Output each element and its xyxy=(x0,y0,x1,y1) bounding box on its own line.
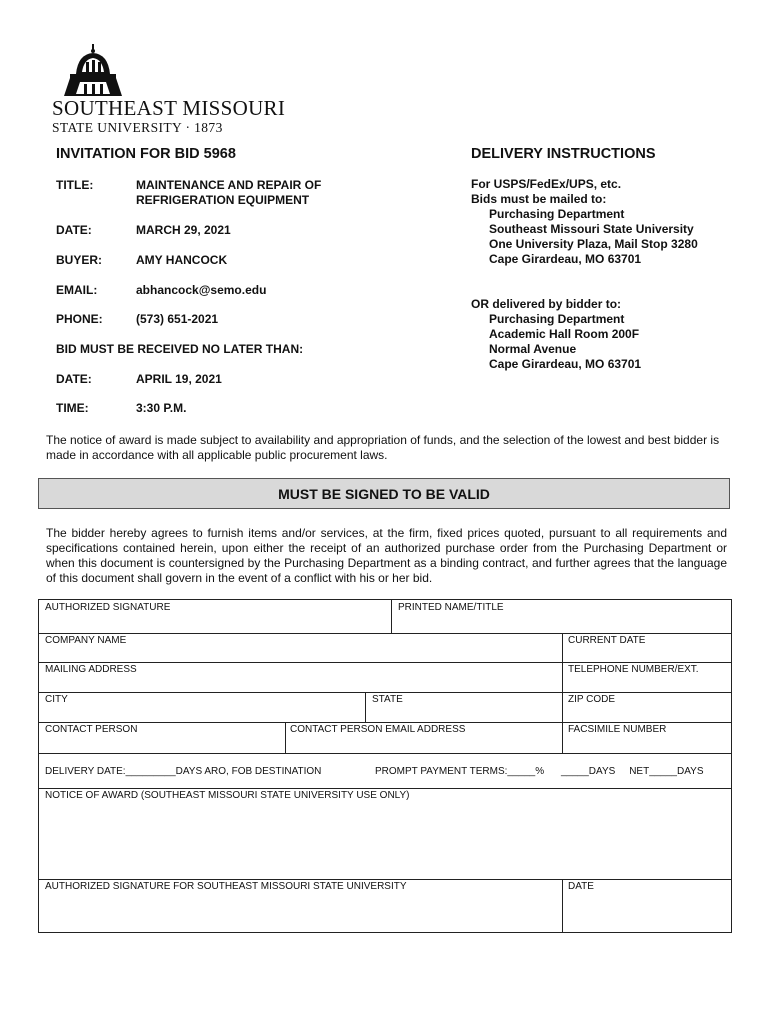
buyer-value: AMY HANCOCK xyxy=(136,253,228,267)
invitation-title: INVITATION FOR BID 5968 xyxy=(56,146,236,162)
payment-terms-field[interactable]: PROMPT PAYMENT TERMS:_____% xyxy=(375,766,545,777)
mail-line-1: For USPS/FedEx/UPS, etc. xyxy=(471,177,622,191)
title-value-line-2: REFRIGERATION EQUIPMENT xyxy=(136,193,310,207)
current-date-field[interactable]: CURRENT DATE xyxy=(568,635,646,646)
hand-address-line: Academic Hall Room 200F xyxy=(489,327,640,341)
phone-value: (573) 651-2021 xyxy=(136,312,219,326)
contact-email-field[interactable]: CONTACT PERSON EMAIL ADDRESS xyxy=(290,724,466,735)
zip-code-field[interactable]: ZIP CODE xyxy=(568,694,616,705)
university-logo xyxy=(52,44,286,136)
title-label: TITLE: xyxy=(56,178,94,192)
logo-line-1: SOUTHEAST MISSOURI xyxy=(52,96,286,120)
printed-name-field[interactable]: PRINTED NAME/TITLE xyxy=(398,602,504,613)
state-field[interactable]: STATE xyxy=(372,694,403,705)
days-net-field[interactable]: _____DAYS NET_____DAYS xyxy=(561,766,704,777)
email-value[interactable]: abhancock@semo.edu xyxy=(136,283,267,297)
telephone-field[interactable]: TELEPHONE NUMBER/EXT. xyxy=(568,664,699,675)
semo-signature-field[interactable]: AUTHORIZED SIGNATURE FOR SOUTHEAST MISSOURI STATE UNIVERSITY xyxy=(45,881,407,892)
delivery-instructions xyxy=(471,177,698,372)
notice-of-award-field[interactable]: NOTICE OF AWARD (SOUTHEAST MISSOURI STATE UNIVERSITY USE ONLY) xyxy=(45,790,410,801)
dome-building-icon xyxy=(62,44,124,98)
buyer-label: BUYER: xyxy=(56,253,103,267)
mail-address-line: One University Plaza, Mail Stop 3280 xyxy=(489,237,698,251)
date-label: DATE: xyxy=(56,223,92,237)
hand-delivery-line: OR delivered by bidder to: xyxy=(471,297,622,311)
fax-field[interactable]: FACSIMILE NUMBER xyxy=(568,724,667,735)
mail-line-2: Bids must be mailed to: xyxy=(471,192,607,206)
due-time-value: 3:30 P.M. xyxy=(136,401,187,415)
mail-address-line: Cape Girardeau, MO 63701 xyxy=(489,252,642,266)
delivery-date-field[interactable]: DELIVERY DATE:_________DAYS ARO, FOB DESTINATION xyxy=(45,766,322,777)
title-value-line-1: MAINTENANCE AND REPAIR OF xyxy=(136,178,322,192)
email-label: EMAIL: xyxy=(56,283,98,297)
due-date-value: APRIL 19, 2021 xyxy=(136,372,222,386)
award-notice: The notice of award is made subject to availability and appropriation of funds, and the selection of the lowest and best bidder is made in accordance with all applicable public procurement laws. xyxy=(46,433,720,462)
contact-person-field[interactable]: CONTACT PERSON xyxy=(45,724,138,735)
hand-address-line: Purchasing Department xyxy=(489,312,625,326)
mailing-address-field[interactable]: MAILING ADDRESS xyxy=(45,664,137,675)
semo-date-field[interactable]: DATE xyxy=(568,881,594,892)
hand-address-line: Normal Avenue xyxy=(489,342,577,356)
signature-form xyxy=(38,599,732,933)
mail-address-line: Purchasing Department xyxy=(489,207,625,221)
hand-address-line: Cape Girardeau, MO 63701 xyxy=(489,357,642,371)
deadline-heading: BID MUST BE RECEIVED NO LATER THAN: xyxy=(56,342,304,356)
agreement-text: The bidder hereby agrees to furnish items and/or services, at the firm, fixed prices quoted, pursuant to all requirements and specifications contained herein, upon either the receipt of an authorized purchase order from the Purchasing Department or when this document is countersigned by the Purchasing Department as a binding contract, and further agrees that the language of this document shall govern in the event of a conflict with his or her bid. xyxy=(46,526,727,585)
date-value: MARCH 29, 2021 xyxy=(136,223,231,237)
due-date-label: DATE: xyxy=(56,372,92,386)
due-time-label: TIME: xyxy=(56,401,89,415)
logo-line-2: STATE UNIVERSITY · 1873 xyxy=(52,120,223,135)
must-be-signed-banner: MUST BE SIGNED TO BE VALID xyxy=(38,478,730,509)
delivery-instructions-title: DELIVERY INSTRUCTIONS xyxy=(471,146,656,162)
authorized-signature-field[interactable]: AUTHORIZED SIGNATURE xyxy=(45,602,171,613)
company-name-field[interactable]: COMPANY NAME xyxy=(45,635,127,646)
phone-label: PHONE: xyxy=(56,312,103,326)
city-field[interactable]: CITY xyxy=(45,694,68,705)
mail-address-line: Southeast Missouri State University xyxy=(489,222,694,236)
